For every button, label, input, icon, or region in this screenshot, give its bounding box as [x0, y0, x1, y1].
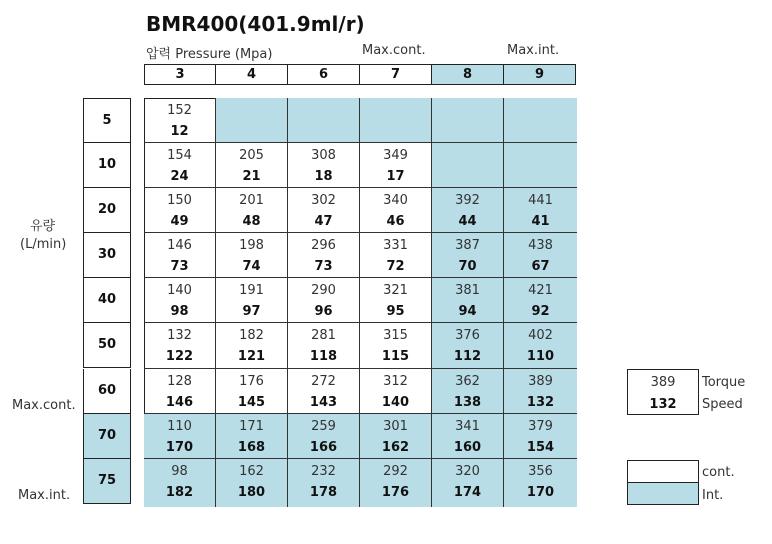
table-cell [144, 98, 216, 143]
speed-value: 24 [170, 169, 189, 184]
table-cell [216, 143, 288, 188]
table-cell [288, 233, 360, 278]
table-cell [504, 278, 577, 323]
speed-value: 49 [170, 214, 189, 229]
speed-value: 118 [309, 349, 338, 364]
speed-value: 146 [165, 395, 194, 410]
speed-value: 70 [458, 259, 477, 274]
torque-value: 176 [239, 374, 264, 389]
flow-cell: 5 [83, 98, 131, 143]
speed-value: 46 [386, 214, 405, 229]
table-cell [144, 369, 216, 414]
speed-value: 180 [237, 485, 266, 500]
speed-value: 12 [170, 124, 189, 139]
table-cell [144, 233, 216, 278]
torque-value: 301 [383, 419, 408, 434]
speed-value: 21 [242, 169, 261, 184]
legend-int-swatch [627, 482, 699, 505]
flow-label-unit: (L/min) [20, 237, 67, 252]
torque-value: 308 [311, 148, 336, 163]
flow-cell: 50 [83, 323, 131, 368]
speed-value: 48 [242, 214, 261, 229]
torque-value: 381 [455, 283, 480, 298]
speed-value: 166 [309, 440, 338, 455]
table-cell [432, 233, 504, 278]
legend-cont-label: cont. [702, 465, 735, 480]
speed-value: 44 [458, 214, 477, 229]
torque-value: 150 [167, 193, 192, 208]
table-cell [216, 233, 288, 278]
table-cell [360, 369, 432, 414]
max-int-pressure-label: Max.int. [507, 43, 560, 58]
table-cell [288, 98, 360, 143]
row-side-label: Max.int. [18, 488, 71, 503]
speed-value: 72 [386, 259, 405, 274]
table-cell [504, 188, 577, 233]
speed-value: 182 [165, 485, 194, 500]
legend-int-label: Int. [702, 488, 724, 503]
max-cont-pressure-label: Max.cont. [362, 43, 426, 58]
table-cell [432, 143, 504, 188]
table-cell [360, 323, 432, 369]
speed-value: 162 [381, 440, 410, 455]
torque-value: 376 [455, 328, 480, 343]
pressure-header-cell: 8 [432, 64, 504, 85]
table-cell [432, 414, 504, 459]
speed-value: 73 [170, 259, 189, 274]
table-cell [288, 369, 360, 414]
torque-value: 421 [528, 283, 553, 298]
speed-value: 174 [453, 485, 482, 500]
table-cell [288, 414, 360, 459]
speed-value: 168 [237, 440, 266, 455]
table-cell [288, 188, 360, 233]
flow-cell: 60 [83, 369, 131, 414]
table-cell [360, 98, 432, 143]
speed-value: 94 [458, 304, 477, 319]
torque-value: 302 [311, 193, 336, 208]
legend-torque-label: Torque [702, 375, 746, 390]
table-cell [144, 278, 216, 323]
pressure-header-cell: 9 [504, 64, 576, 85]
legend-speed-label: Speed [702, 397, 743, 412]
torque-value: 98 [171, 464, 188, 479]
pressure-header-cell: 6 [288, 64, 360, 85]
speed-value: 73 [314, 259, 333, 274]
torque-value: 292 [383, 464, 408, 479]
torque-value: 362 [455, 374, 480, 389]
table-cell [216, 369, 288, 414]
speed-value: 67 [531, 259, 550, 274]
torque-value: 171 [239, 419, 264, 434]
speed-value: 112 [453, 349, 482, 364]
table-cell [360, 143, 432, 188]
table-cell [144, 323, 216, 369]
legend-speed-value: 132 [649, 397, 677, 412]
table-cell [216, 98, 288, 143]
table-cell [432, 188, 504, 233]
speed-value: 143 [309, 395, 338, 410]
speed-value: 97 [242, 304, 261, 319]
torque-value: 340 [383, 193, 408, 208]
table-cell [216, 278, 288, 323]
flow-cell: 30 [83, 233, 131, 278]
flow-label-kr: 유량 [30, 219, 56, 234]
torque-value: 146 [167, 238, 192, 253]
torque-value: 312 [383, 374, 408, 389]
torque-value: 110 [167, 419, 192, 434]
speed-value: 47 [314, 214, 333, 229]
legend-torque-value: 389 [650, 375, 676, 390]
torque-value: 389 [528, 374, 553, 389]
speed-value: 145 [237, 395, 266, 410]
table-cell [504, 143, 577, 188]
torque-value: 441 [528, 193, 553, 208]
table-cell [216, 188, 288, 233]
table-cell [288, 459, 360, 507]
speed-value: 74 [242, 259, 261, 274]
speed-value: 132 [526, 395, 555, 410]
table-cell [288, 323, 360, 369]
table-cell [360, 188, 432, 233]
speed-value: 41 [531, 214, 550, 229]
torque-value: 201 [239, 193, 264, 208]
table-cell [504, 323, 577, 369]
torque-value: 356 [528, 464, 553, 479]
torque-value: 182 [239, 328, 264, 343]
table-cell [144, 414, 216, 459]
torque-value: 341 [455, 419, 480, 434]
table-cell [216, 459, 288, 507]
speed-value: 170 [165, 440, 194, 455]
table-cell [216, 414, 288, 459]
table-cell [360, 233, 432, 278]
table-cell [504, 459, 577, 507]
speed-value: 115 [381, 349, 410, 364]
pressure-header-cell: 7 [360, 64, 432, 85]
table-cell [144, 143, 216, 188]
pressure-label: 압력 Pressure (Mpa) [146, 47, 273, 62]
torque-value: 392 [455, 193, 480, 208]
torque-value: 162 [239, 464, 264, 479]
speed-value: 176 [381, 485, 410, 500]
table-cell [288, 143, 360, 188]
torque-value: 320 [455, 464, 480, 479]
torque-value: 205 [239, 148, 264, 163]
speed-value: 170 [526, 485, 555, 500]
legend-cont-swatch [627, 460, 699, 483]
table-cell [360, 278, 432, 323]
torque-value: 140 [167, 283, 192, 298]
speed-value: 92 [531, 304, 550, 319]
torque-value: 402 [528, 328, 553, 343]
flow-cell: 40 [83, 278, 131, 323]
speed-value: 17 [386, 169, 405, 184]
torque-value: 191 [239, 283, 264, 298]
table-cell [504, 233, 577, 278]
speed-value: 110 [526, 349, 555, 364]
speed-value: 95 [386, 304, 405, 319]
row-side-label: Max.cont. [12, 398, 76, 413]
speed-value: 98 [170, 304, 189, 319]
speed-value: 178 [309, 485, 338, 500]
table-cell [216, 323, 288, 369]
torque-value: 281 [311, 328, 336, 343]
table-cell [432, 459, 504, 507]
torque-value: 331 [383, 238, 408, 253]
table-cell [288, 278, 360, 323]
torque-value: 232 [311, 464, 336, 479]
speed-value: 154 [526, 440, 555, 455]
torque-value: 387 [455, 238, 480, 253]
torque-value: 349 [383, 148, 408, 163]
table-cell [504, 369, 577, 414]
torque-value: 290 [311, 283, 336, 298]
torque-value: 315 [383, 328, 408, 343]
flow-cell: 20 [83, 188, 131, 233]
table-cell [360, 414, 432, 459]
speed-value: 160 [453, 440, 482, 455]
page-title: BMR400(401.9ml/r) [146, 12, 365, 36]
table-cell [432, 369, 504, 414]
speed-value: 122 [165, 349, 194, 364]
torque-value: 379 [528, 419, 553, 434]
table-cell [504, 414, 577, 459]
pressure-header-cell: 3 [144, 64, 216, 85]
table-cell [144, 459, 216, 507]
flow-cell: 70 [83, 414, 131, 459]
torque-value: 128 [167, 374, 192, 389]
torque-value: 272 [311, 374, 336, 389]
table-cell [360, 459, 432, 507]
table-cell [504, 98, 577, 143]
table-cell [144, 188, 216, 233]
performance-table [144, 98, 577, 506]
pressure-header-cell: 4 [216, 64, 288, 85]
speed-value: 121 [237, 349, 266, 364]
speed-value: 138 [453, 395, 482, 410]
speed-value: 140 [381, 395, 410, 410]
speed-value: 96 [314, 304, 333, 319]
torque-value: 152 [167, 103, 192, 118]
torque-value: 198 [239, 238, 264, 253]
torque-value: 132 [167, 328, 192, 343]
torque-value: 259 [311, 419, 336, 434]
table-cell [432, 98, 504, 143]
torque-value: 296 [311, 238, 336, 253]
table-cell [432, 278, 504, 323]
torque-value: 154 [167, 148, 192, 163]
flow-cell: 75 [83, 459, 131, 504]
speed-value: 18 [314, 169, 333, 184]
torque-value: 438 [528, 238, 553, 253]
torque-value: 321 [383, 283, 408, 298]
table-cell [432, 323, 504, 369]
flow-cell: 10 [83, 143, 131, 188]
